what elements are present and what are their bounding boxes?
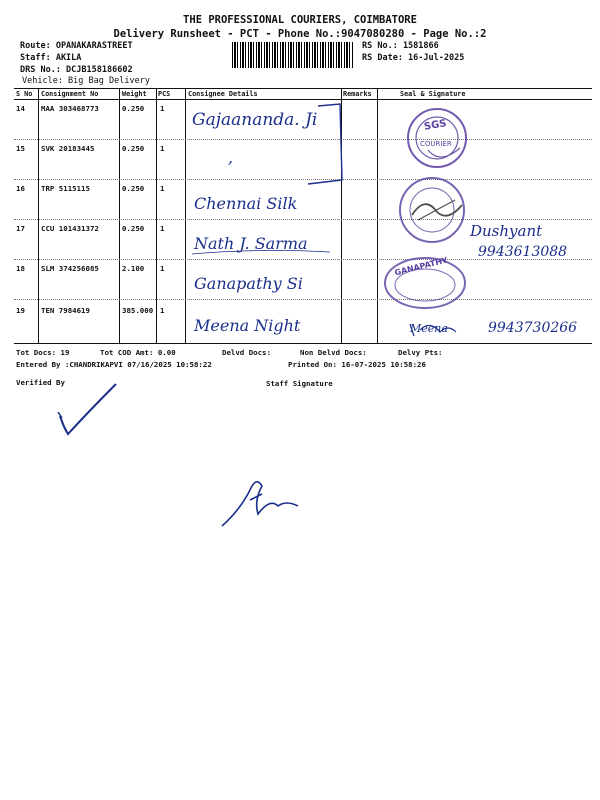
row-consignment: TEN 7984619 (41, 306, 90, 315)
row-consignee: Meena Night (194, 316, 301, 335)
row-consignee: , (228, 148, 234, 167)
sgs-stamp (408, 109, 466, 167)
total-cod-amount: Tot COD Amt: 0.00 (100, 348, 176, 357)
route-label: Route: OPANAKARASTREET (20, 41, 133, 51)
receiver-phone-2: 9943730266 (488, 320, 578, 336)
company-title: THE PROFESSIONAL COURIERS, COIMBATORE (183, 14, 417, 26)
ganapathy-stamp-text: GANAPATHY (393, 255, 449, 278)
row-weight: 0.250 (122, 184, 145, 193)
circular-stamp (400, 178, 464, 242)
col-header-remarks: Remarks (343, 90, 372, 98)
row-pcs: 1 (160, 224, 165, 233)
col-header-sno: S No (16, 90, 33, 98)
rs-date-label: RS Date: 16-Jul-2025 (362, 53, 465, 63)
check-mark-icon (60, 384, 116, 434)
col-header-pcs: PCS (158, 90, 171, 98)
runsheet-subtitle: Delivery Runsheet - PCT - Phone No.:9047080280 - Page No.:2 (113, 28, 487, 40)
rs-no-label: RS No.: 1581866 (362, 41, 439, 51)
row-sno: 18 (16, 264, 25, 273)
sgs-stamp-text: SGS (423, 118, 448, 133)
row-consignee: Gajaananda. Ji (192, 110, 318, 130)
row-pcs: 1 (160, 144, 165, 153)
row-consignment: MAA 303468773 (41, 104, 99, 113)
consignee-bracket (308, 104, 342, 184)
staff-signature-label: Staff Signature (266, 379, 333, 388)
row-pcs: 1 (160, 104, 165, 113)
sgs-stamp-subtext: COURIER (420, 140, 452, 148)
row-weight: 0.250 (122, 144, 145, 153)
row-consignment: TRP 5115115 (41, 184, 90, 193)
row-consignment: SVK 20183445 (41, 144, 95, 153)
row-sno: 14 (16, 104, 25, 113)
verified-by-label: Verified By (16, 378, 65, 387)
non-delivered-docs: Non Delvd Docs: (300, 348, 367, 357)
delivery-points: Delvy Pts: (398, 348, 443, 357)
printed-on: Printed On: 16-07-2025 10:58:26 (288, 360, 426, 369)
row-pcs: 1 (160, 306, 165, 315)
col-header-seal: Seal & Signature (400, 90, 466, 98)
staff-signature-scribble (222, 482, 298, 526)
col-header-consignee: Consignee Details (188, 90, 258, 98)
row-pcs: 1 (160, 264, 165, 273)
receiver-phone-1: 9943613088 (478, 244, 568, 260)
row-weight: 0.250 (122, 224, 145, 233)
staff-label: Staff: AKILA (20, 53, 82, 63)
row-consignment: SLM 374256085 (41, 264, 99, 273)
delivered-docs: Delvd Docs: (222, 348, 271, 357)
row-sno: 17 (16, 224, 25, 233)
row-sno: 15 (16, 144, 25, 153)
row-consignee: Chennai Silk (194, 194, 298, 213)
row-weight: 2.100 (122, 264, 145, 273)
receiver-signature-name: Dushyant (470, 222, 543, 240)
row-weight: 385.000 (122, 306, 154, 315)
row-sno: 16 (16, 184, 25, 193)
receiver-signature-label: Meena (410, 322, 448, 335)
col-header-consignment: Consignment No (41, 90, 99, 98)
vehicle-label: Vehicle: Big Bag Delivery (22, 76, 150, 86)
entered-by: Entered By :CHANDRIKAPVI 07/16/2025 10:58:22 (16, 360, 212, 369)
row-weight: 0.250 (122, 104, 145, 113)
col-header-weight: Weight (122, 90, 147, 98)
row-consignment: CCU 101431372 (41, 224, 99, 233)
row-consignee: Ganapathy Si (194, 274, 303, 293)
row-consignee: Nath J. Sarma (194, 234, 308, 253)
row-sno: 19 (16, 306, 25, 315)
row-pcs: 1 (160, 184, 165, 193)
total-docs: Tot Docs: 19 (16, 348, 70, 357)
drs-no-label: DRS No.: DCJB158186602 (20, 65, 133, 75)
